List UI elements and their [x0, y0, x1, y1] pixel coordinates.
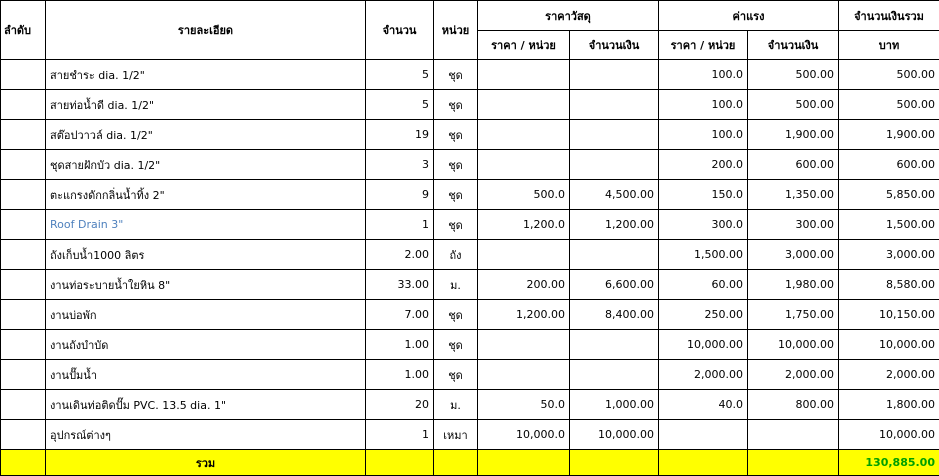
- item-quantity: 9: [366, 180, 434, 210]
- item-material-amount: 1,200.00: [570, 210, 659, 240]
- item-total: 1,900.00: [839, 120, 939, 150]
- total-no-cell: [1, 450, 46, 476]
- row-no-cell: [1, 150, 46, 180]
- item-material-amount: [570, 60, 659, 90]
- header-unit: หน่วย: [434, 1, 478, 60]
- table-row: [1, 390, 939, 420]
- table-row: [1, 150, 939, 180]
- item-unit: ชุด: [434, 360, 478, 390]
- item-labor-price: [659, 420, 748, 450]
- item-total: 1,800.00: [839, 390, 939, 420]
- item-unit: ถัง: [434, 240, 478, 270]
- header-row-1: [1, 1, 939, 31]
- item-labor-amount: 500.00: [748, 60, 839, 90]
- item-labor-price: 250.00: [659, 300, 748, 330]
- item-unit: ม.: [434, 390, 478, 420]
- item-labor-price: 40.0: [659, 390, 748, 420]
- item-quantity: 7.00: [366, 300, 434, 330]
- table-row: [1, 180, 939, 210]
- item-quantity: 5: [366, 90, 434, 120]
- item-description: สายชำระ dia. 1/2": [46, 60, 366, 90]
- item-description: สต๊อปวาวล์ dia. 1/2": [46, 120, 366, 150]
- row-no-cell: [1, 270, 46, 300]
- item-material-amount: [570, 90, 659, 120]
- table-row: [1, 90, 939, 120]
- item-material-price: 10,000.0: [478, 420, 570, 450]
- item-unit: ชุด: [434, 180, 478, 210]
- item-labor-price: 10,000.00: [659, 330, 748, 360]
- item-material-price: 1,200.0: [478, 210, 570, 240]
- table-row: [1, 210, 939, 240]
- total-row: [1, 450, 939, 476]
- item-description: งานเดินท่อติดปั๊ม PVC. 13.5 dia. 1": [46, 390, 366, 420]
- item-labor-price: 100.0: [659, 120, 748, 150]
- table-row: [1, 300, 939, 330]
- item-material-amount: 8,400.00: [570, 300, 659, 330]
- item-quantity: 20: [366, 390, 434, 420]
- item-description: ตะแกรงดักกลิ่นน้ำทิ้ง 2": [46, 180, 366, 210]
- table-row: [1, 330, 939, 360]
- item-material-price: [478, 120, 570, 150]
- item-total: 10,000.00: [839, 330, 939, 360]
- item-material-price: 1,200.00: [478, 300, 570, 330]
- item-labor-amount: 2,000.00: [748, 360, 839, 390]
- total-mat-amount-cell: [570, 450, 659, 476]
- header-labor-price-per-unit: ราคา / หน่วย: [659, 31, 748, 60]
- item-unit: ชุด: [434, 150, 478, 180]
- header-material-cost: ราคาวัสดุ: [478, 1, 659, 31]
- item-total: 2,000.00: [839, 360, 939, 390]
- header-labor-cost: ค่าแรง: [659, 1, 839, 31]
- item-labor-amount: 10,000.00: [748, 330, 839, 360]
- table-row: [1, 60, 939, 90]
- row-no-cell: [1, 180, 46, 210]
- header-total-amount: จำนวนเงินรวม: [839, 1, 939, 31]
- item-unit: ชุด: [434, 90, 478, 120]
- item-description: งานถังบำบัด: [46, 330, 366, 360]
- item-unit: เหมา: [434, 420, 478, 450]
- row-no-cell: [1, 240, 46, 270]
- total-label: รวม: [46, 450, 366, 476]
- item-quantity: 1: [366, 210, 434, 240]
- item-material-amount: [570, 150, 659, 180]
- item-description: อุปกรณ์ต่างๆ: [46, 420, 366, 450]
- item-material-price: [478, 360, 570, 390]
- item-total: 1,500.00: [839, 210, 939, 240]
- total-qty-cell: [366, 450, 434, 476]
- total-unit-cell: [434, 450, 478, 476]
- item-labor-price: 2,000.00: [659, 360, 748, 390]
- item-labor-amount: 1,350.00: [748, 180, 839, 210]
- item-labor-amount: 1,900.00: [748, 120, 839, 150]
- item-quantity: 2.00: [366, 240, 434, 270]
- total-mat-price-cell: [478, 450, 570, 476]
- item-description: Roof Drain 3": [46, 210, 366, 240]
- header-labor-amount: จำนวนเงิน: [748, 31, 839, 60]
- row-no-cell: [1, 420, 46, 450]
- item-material-price: 200.00: [478, 270, 570, 300]
- item-description: งานท่อระบายน้ำใยหิน 8": [46, 270, 366, 300]
- header-description: รายละเอียด: [46, 1, 366, 60]
- item-labor-price: 150.0: [659, 180, 748, 210]
- item-labor-price: 100.0: [659, 90, 748, 120]
- item-quantity: 1.00: [366, 330, 434, 360]
- item-labor-price: 200.0: [659, 150, 748, 180]
- row-no-cell: [1, 120, 46, 150]
- row-no-cell: [1, 330, 46, 360]
- header-no: ลำดับ: [1, 1, 46, 60]
- item-unit: ชุด: [434, 330, 478, 360]
- item-total: 10,150.00: [839, 300, 939, 330]
- item-material-amount: 10,000.00: [570, 420, 659, 450]
- item-material-price: [478, 150, 570, 180]
- header-material-amount: จำนวนเงิน: [570, 31, 659, 60]
- item-labor-price: 1,500.00: [659, 240, 748, 270]
- item-total: 10,000.00: [839, 420, 939, 450]
- table-row: [1, 240, 939, 270]
- item-description: ถังเก็บน้ำ1000 ลิตร: [46, 240, 366, 270]
- item-material-amount: [570, 360, 659, 390]
- row-no-cell: [1, 390, 46, 420]
- item-labor-amount: 800.00: [748, 390, 839, 420]
- row-no-cell: [1, 60, 46, 90]
- item-total: 500.00: [839, 60, 939, 90]
- item-material-amount: 1,000.00: [570, 390, 659, 420]
- total-lab-price-cell: [659, 450, 748, 476]
- item-material-amount: 6,600.00: [570, 270, 659, 300]
- item-labor-price: 300.0: [659, 210, 748, 240]
- item-labor-amount: [748, 420, 839, 450]
- item-material-price: [478, 90, 570, 120]
- total-lab-amount-cell: [748, 450, 839, 476]
- item-unit: ม.: [434, 270, 478, 300]
- item-quantity: 3: [366, 150, 434, 180]
- item-material-price: 500.0: [478, 180, 570, 210]
- table-row: [1, 420, 939, 450]
- item-quantity: 33.00: [366, 270, 434, 300]
- item-description: สายท่อน้ำดี dia. 1/2": [46, 90, 366, 120]
- item-total: 5,850.00: [839, 180, 939, 210]
- item-total: 8,580.00: [839, 270, 939, 300]
- item-total: 600.00: [839, 150, 939, 180]
- item-unit: ชุด: [434, 210, 478, 240]
- header-material-price-per-unit: ราคา / หน่วย: [478, 31, 570, 60]
- row-no-cell: [1, 90, 46, 120]
- item-quantity: 1.00: [366, 360, 434, 390]
- item-quantity: 19: [366, 120, 434, 150]
- header-baht: บาท: [839, 31, 939, 60]
- item-unit: ชุด: [434, 60, 478, 90]
- row-no-cell: [1, 210, 46, 240]
- grand-total: 130,885.00: [839, 450, 939, 476]
- item-material-amount: [570, 240, 659, 270]
- item-material-price: [478, 330, 570, 360]
- item-material-amount: [570, 120, 659, 150]
- item-labor-amount: 1,980.00: [748, 270, 839, 300]
- table-row: [1, 360, 939, 390]
- item-description: งานปั๊มน้ำ: [46, 360, 366, 390]
- item-labor-price: 60.00: [659, 270, 748, 300]
- item-unit: ชุด: [434, 120, 478, 150]
- header-quantity: จำนวน: [366, 1, 434, 60]
- item-unit: ชุด: [434, 300, 478, 330]
- item-quantity: 5: [366, 60, 434, 90]
- table-row: [1, 270, 939, 300]
- item-material-price: 50.0: [478, 390, 570, 420]
- item-material-price: [478, 240, 570, 270]
- item-material-amount: 4,500.00: [570, 180, 659, 210]
- row-no-cell: [1, 300, 46, 330]
- item-labor-amount: 1,750.00: [748, 300, 839, 330]
- item-labor-amount: 300.00: [748, 210, 839, 240]
- table-row: [1, 120, 939, 150]
- item-material-price: [478, 60, 570, 90]
- item-description: งานบ่อพัก: [46, 300, 366, 330]
- item-quantity: 1: [366, 420, 434, 450]
- item-labor-amount: 500.00: [748, 90, 839, 120]
- row-no-cell: [1, 360, 46, 390]
- item-description: ชุดสายฝักบัว dia. 1/2": [46, 150, 366, 180]
- item-labor-price: 100.0: [659, 60, 748, 90]
- item-material-amount: [570, 330, 659, 360]
- item-total: 3,000.00: [839, 240, 939, 270]
- item-total: 500.00: [839, 90, 939, 120]
- item-labor-amount: 600.00: [748, 150, 839, 180]
- item-labor-amount: 3,000.00: [748, 240, 839, 270]
